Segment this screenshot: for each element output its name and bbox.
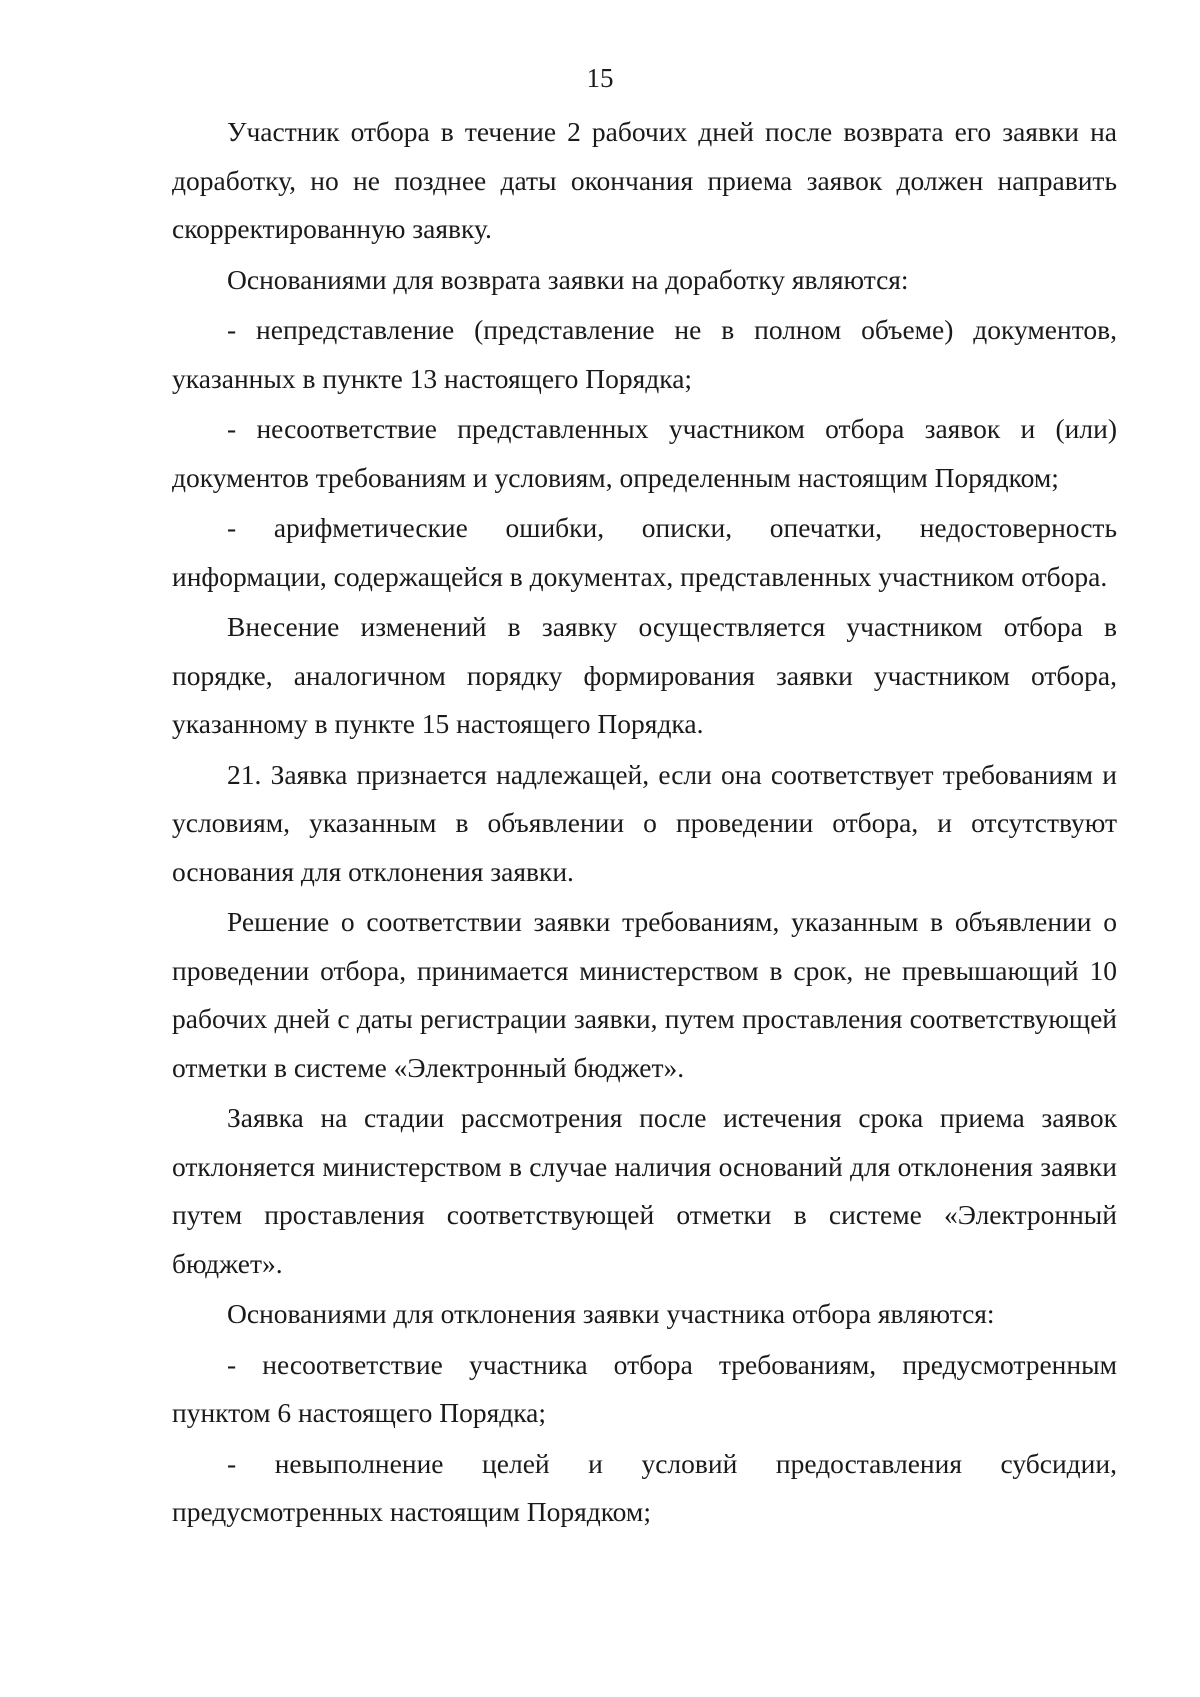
paragraph-return-grounds-heading: Основаниями для возврата заявки на доработку являются: xyxy=(227,263,909,295)
paragraph-clause-21: 21. Заявка признается надлежащей, если она соответствует требованиям и условиям, указанным в объявлении о проведении отбора, и отсутствуют основания для отклонения заявки. xyxy=(172,758,1117,887)
paragraph-rejection: Заявка на стадии рассмотрения после истечения срока приема заявок отклоняется министерством в случае наличия оснований для отклонения заявки путем проставления соответствующей отметки в системе «Электронный бюджет». xyxy=(172,1102,1117,1279)
list-item-missing-documents: - непредставление (представление не в полном объеме) документов, указанных в пункте 13 настоящего Порядка; xyxy=(172,314,1117,394)
list-item-goals-not-met: - невыполнение целей и условий предоставления субсидии, предусмотренных настоящим Порядком; xyxy=(172,1447,1117,1527)
document-body xyxy=(172,108,1117,1539)
paragraph-resubmission-deadline: Участник отбора в течение 2 рабочих дней после возврата его заявки на доработку, но не позднее даты окончания приема заявок должен направить скорректированную заявку. xyxy=(172,116,1117,244)
page-number: 15 xyxy=(586,63,614,93)
paragraph-rejection-grounds-heading: Основаниями для отклонения заявки участника отбора являются: xyxy=(227,1298,995,1329)
paragraph-amendments: Внесение изменений в заявку осуществляется участником отбора в порядке, аналогичном порядку формирования заявки участником отбора, указанному в пункте 15 настоящего Порядка. xyxy=(172,611,1117,739)
list-item-arithmetic-errors: - арифметические ошибки, описки, опечатки, недостоверность информации, содержащейся в документах, представленных участником отбора. xyxy=(172,512,1117,592)
list-item-noncompliance-documents: - несоответствие представленных участником отбора заявок и (или) документов требованиям и условиям, определенным настоящим Порядком; xyxy=(172,413,1117,493)
paragraph-compliance-decision: Решение о соответствии заявки требованиям, указанным в объявлении о проведении отбора, принимается министерством в срок, не превышающий 10 рабочих дней с даты регистрации заявки, путем проставления соответствующей отметки в системе «Электронный бюджет». xyxy=(172,906,1117,1083)
list-item-participant-noncompliance: - несоответствие участника отбора требованиям, предусмотренным пунктом 6 настоящего Порядка; xyxy=(172,1348,1117,1428)
